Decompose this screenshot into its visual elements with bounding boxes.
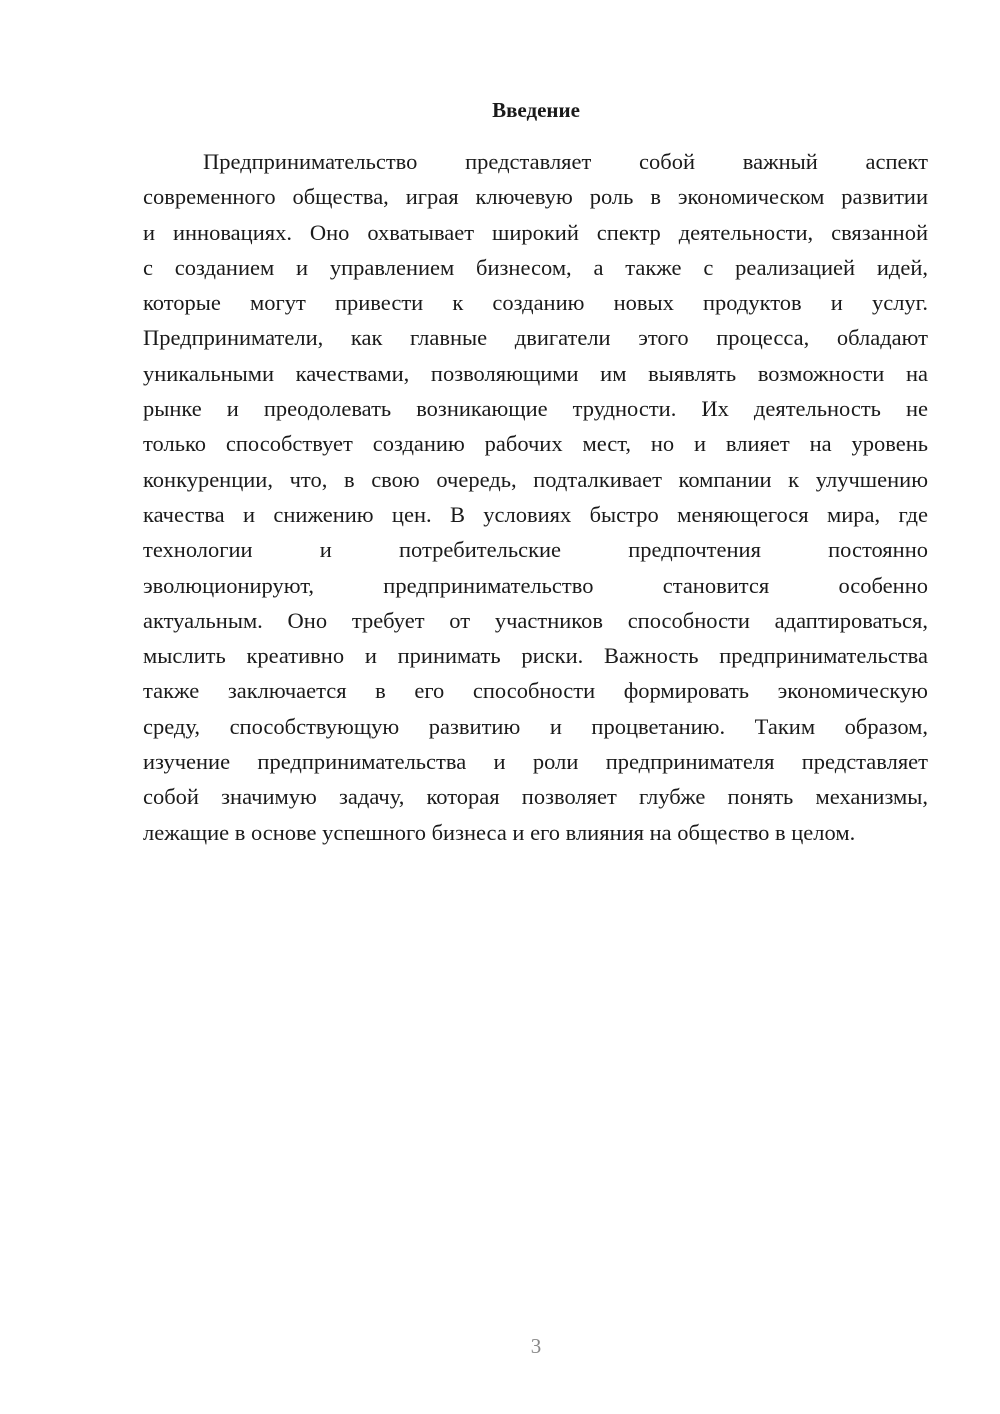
page-number: 3 <box>530 1334 542 1358</box>
text-line: эволюционируют, предпринимательство становится особенно <box>143 572 928 598</box>
text-line: лежащие в основе успешного бизнеса и его влияния на общество в целом. <box>143 819 856 845</box>
text-line: Предприниматели, как главные двигатели этого процесса, обладают <box>143 325 928 351</box>
text-line: также заключается в его способности формировать экономическую <box>143 678 928 704</box>
text-line: собой значимую задачу, которая позволяет глубже понять механизмы, <box>143 784 928 810</box>
text-line: мыслить креативно и принимать риски. Важность предпринимательства <box>143 643 928 669</box>
text-line: только способствует созданию рабочих мест, но и влияет на уровень <box>143 431 928 457</box>
text-line: актуальным. Оно требует от участников способности адаптироваться, <box>143 607 928 633</box>
text-line: с созданием и управлением бизнесом, а также с реализацией идей, <box>143 254 928 280</box>
text-line: качества и снижению цен. В условиях быстро меняющегося мира, где <box>143 501 928 527</box>
text-line: уникальными качествами, позволяющими им выявлять возможности на <box>143 360 928 386</box>
text-line: изучение предпринимательства и роли предпринимателя представляет <box>143 749 928 775</box>
paragraph <box>143 144 928 850</box>
section-heading: Введение <box>492 98 580 122</box>
text-line: современного общества, играя ключевую роль в экономическом развитии <box>143 184 928 210</box>
text-line: которые могут привести к созданию новых продуктов и услуг. <box>143 290 928 316</box>
text-line: конкуренции, что, в свою очередь, подталкивает компании к улучшению <box>143 466 928 492</box>
text-line: среду, способствующую развитию и процветанию. Таким образом, <box>143 713 928 739</box>
text-line: рынке и преодолевать возникающие трудности. Их деятельность не <box>143 396 928 422</box>
text-line: и инновациях. Оно охватывает широкий спектр деятельности, связанной <box>143 219 928 245</box>
text-line: технологии и потребительские предпочтения постоянно <box>143 537 928 563</box>
text-line: Предпринимательство представляет собой важный аспект <box>203 149 928 174</box>
